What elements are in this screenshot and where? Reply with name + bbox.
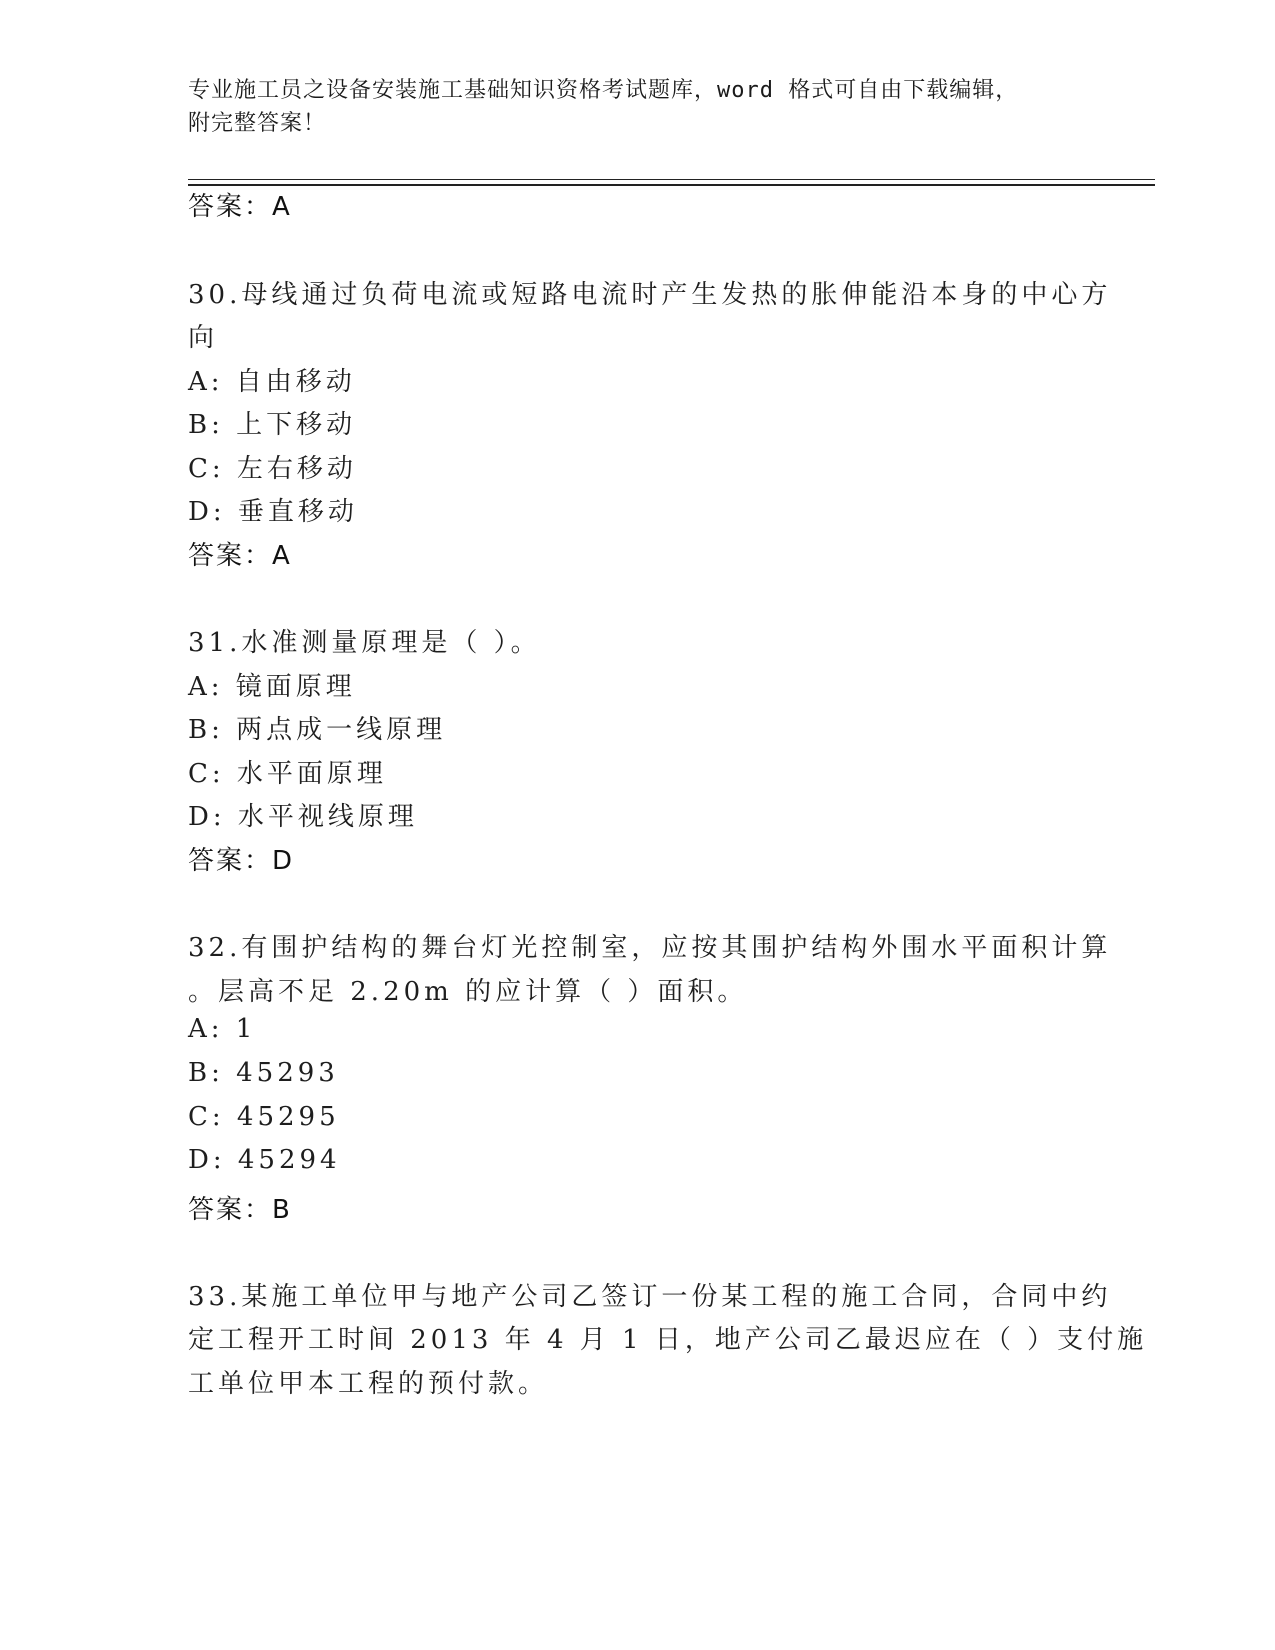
- question-31-stem-line-1: 31.水准测量原理是（ ）。: [188, 628, 541, 658]
- question-32-option-b: B: 45293: [188, 1058, 339, 1088]
- question-30-option-d: D: 垂直移动: [188, 497, 358, 527]
- question-32-stem-line-1: 32.有围护结构的舞台灯光控制室，应按其围护结构外围水平面积计算: [188, 933, 1112, 963]
- question-33-stem-line-1: 33.某施工单位甲与地产公司乙签订一份某工程的施工合同，合同中约: [188, 1282, 1112, 1312]
- question-33-stem-line-3: 工单位甲本工程的预付款。: [188, 1369, 549, 1399]
- question-30-option-a: A: 自由移动: [188, 367, 356, 397]
- question-31-option-c: C: 水平面原理: [188, 759, 387, 789]
- header-divider-thin: [188, 179, 1155, 180]
- question-32-answer: 答案：B: [188, 1195, 292, 1225]
- question-32-stem-line-2: 。层高不足 2.20m 的应计算（ ）面积。: [188, 977, 748, 1007]
- question-30-stem-line-2: 向: [188, 323, 219, 353]
- question-32-option-d: D: 45294: [188, 1145, 341, 1175]
- header-line-1: 专业施工员之设备安装施工基础知识资格考试题库，word 格式可自由下载编辑，: [188, 78, 1019, 103]
- question-31-option-d: D: 水平视线原理: [188, 802, 418, 832]
- answer-previous: 答案：A: [188, 192, 292, 222]
- question-32-option-a: A: 1: [188, 1014, 257, 1044]
- question-31-option-b: B: 两点成一线原理: [188, 715, 447, 745]
- question-30-answer: 答案：A: [188, 541, 292, 571]
- document-header: [188, 74, 1088, 140]
- question-33-stem-line-2: 定工程开工时间 2013 年 4 月 1 日，地产公司乙最迟应在（ ）支付施: [188, 1325, 1148, 1355]
- question-32-option-c: C: 45295: [188, 1102, 340, 1132]
- question-30-option-b: B: 上下移动: [188, 410, 357, 440]
- question-31-answer: 答案：D: [188, 846, 295, 876]
- question-31-option-a: A: 镜面原理: [188, 672, 356, 702]
- question-30-option-c: C: 左右移动: [188, 454, 357, 484]
- question-30-stem-line-1: 30.母线通过负荷电流或短路电流时产生发热的胀伸能沿本身的中心方: [188, 280, 1112, 310]
- header-line-2: 附完整答案！: [188, 111, 327, 136]
- header-divider-thick: [188, 184, 1155, 186]
